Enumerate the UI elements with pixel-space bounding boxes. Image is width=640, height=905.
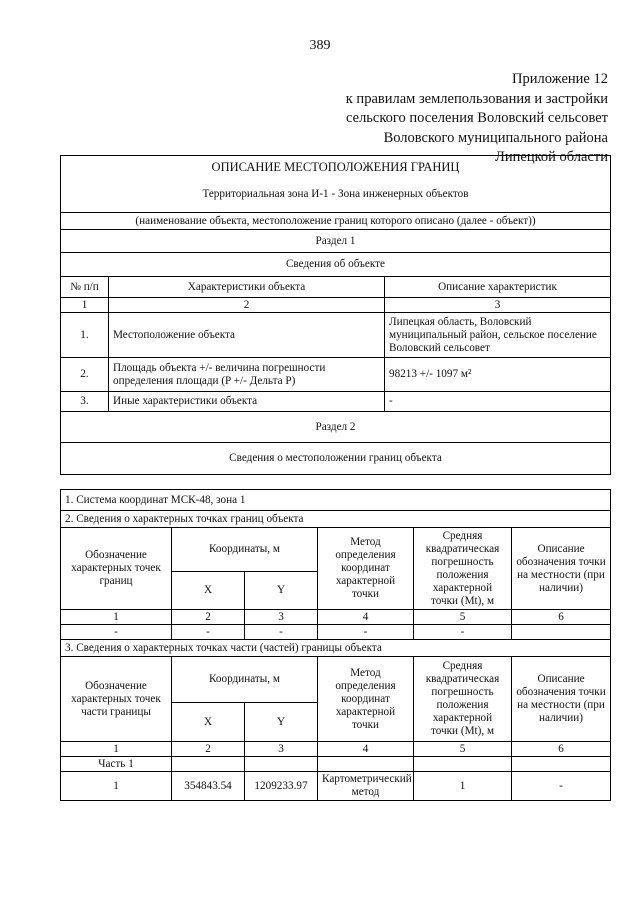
column-number: 2	[172, 610, 245, 625]
section-2-subtitle: Сведения о местоположении границ объекта	[61, 443, 611, 475]
column-number: 3	[245, 610, 318, 625]
header-designation: Обозначение характерных точек границ	[61, 528, 172, 610]
appendix-line: сельского поселения Воловский сельсовет	[346, 110, 608, 126]
table-row	[61, 313, 611, 358]
zone-name: Территориальная зона И-1 - Зона инженерных объектов	[202, 188, 469, 200]
row-number: 2.	[61, 358, 109, 392]
characteristic-name: Местоположение объекта	[109, 313, 385, 358]
point-error: 1	[414, 772, 512, 801]
header-x: X	[172, 703, 245, 742]
appendix-header	[346, 70, 608, 168]
boundary-points-table	[60, 489, 611, 801]
point-designation: -	[61, 625, 172, 640]
column-number: 6	[512, 742, 611, 757]
appendix-line: Воловского муниципального района	[383, 129, 608, 146]
table-row	[61, 625, 611, 640]
column-number: 2	[109, 298, 385, 313]
header-method: Метод определения координат характерной точки	[318, 657, 414, 742]
coordinate-system: 1. Система координат МСК-48, зона 1	[61, 490, 611, 511]
header-error: Средняя квадратическая погрешность положения характерной точки (Mt), м	[414, 528, 512, 610]
header-method: Метод определения координат характерной точки	[318, 528, 414, 610]
section-2-label: Раздел 2	[61, 412, 611, 443]
characteristic-name: Площадь объекта +/- величина погрешности определения площади (P +/- Дельта P)	[109, 358, 385, 392]
header-x: X	[172, 572, 245, 610]
row-number: 3.	[61, 392, 109, 412]
column-number: 5	[414, 610, 512, 625]
column-number: 4	[318, 742, 414, 757]
header-coordinates: Координаты, м	[172, 528, 318, 572]
column-header: Описание характеристик	[385, 277, 611, 298]
point-x: -	[172, 625, 245, 640]
header-y: Y	[245, 703, 318, 742]
section-1-subtitle: Сведения об объекте	[61, 253, 611, 277]
column-number: 3	[385, 298, 611, 313]
column-header: Характеристики объекта	[109, 277, 385, 298]
column-number: 1	[61, 298, 109, 313]
characteristic-value: 98213 +/- 1097 м²	[385, 358, 611, 392]
document-title-cell	[61, 156, 611, 213]
header-description: Описание обозначения точки на местности (при наличии)	[512, 528, 611, 610]
header-y: Y	[245, 572, 318, 610]
characteristic-value: Липецкая область, Воловский муниципальный район, сельское поселение Воловский сельсовет	[385, 313, 611, 358]
point-method: Картометрический метод	[318, 772, 414, 801]
object-info-table	[60, 155, 611, 475]
header-error: Средняя квадратическая погрешность положения характерной точки (Mt), м	[414, 657, 512, 742]
point-description: -	[512, 772, 611, 801]
point-y: 1209233.97	[245, 772, 318, 801]
column-number: 1	[61, 742, 172, 757]
table-row	[61, 358, 611, 392]
point-description	[512, 625, 611, 640]
column-number: 5	[414, 742, 512, 757]
column-number: 1	[61, 610, 172, 625]
column-number: 6	[512, 610, 611, 625]
point-error: -	[414, 625, 512, 640]
section-1-label: Раздел 1	[61, 230, 611, 253]
table-row	[61, 772, 611, 801]
characteristic-name: Иные характеристики объекта	[109, 392, 385, 412]
document-title: ОПИСАНИЕ МЕСТОПОЛОЖЕНИЯ ГРАНИЦ	[211, 160, 460, 174]
parts-section-title: 3. Сведения о характерных точках части (частей) границы объекта	[61, 640, 611, 657]
point-y: -	[245, 625, 318, 640]
row-number: 1.	[61, 313, 109, 358]
appendix-line: Липецкой области	[495, 149, 608, 165]
object-note: (наименование объекта, местоположение границ которого описано (далее - объект))	[61, 213, 611, 230]
point-method: -	[318, 625, 414, 640]
column-number: 4	[318, 610, 414, 625]
appendix-line: Приложение 12	[512, 71, 608, 87]
header-designation: Обозначение характерных точек части границы	[61, 657, 172, 742]
part-label-row	[61, 757, 611, 772]
point-designation: 1	[61, 772, 172, 801]
header-coordinates: Координаты, м	[172, 657, 318, 703]
column-number: 2	[172, 742, 245, 757]
points-section-title: 2. Сведения о характерных точках границ объекта	[61, 511, 611, 528]
table-row	[61, 392, 611, 412]
point-x: 354843.54	[172, 772, 245, 801]
characteristic-value: -	[385, 392, 611, 412]
column-number: 3	[245, 742, 318, 757]
column-header: № п/п	[61, 277, 109, 298]
page-number: 389	[309, 38, 331, 53]
part-label: Часть 1	[61, 757, 172, 772]
appendix-line: к правилам землепользования и застройки	[345, 90, 608, 107]
header-description: Описание обозначения точки на местности (при наличии)	[512, 657, 611, 742]
